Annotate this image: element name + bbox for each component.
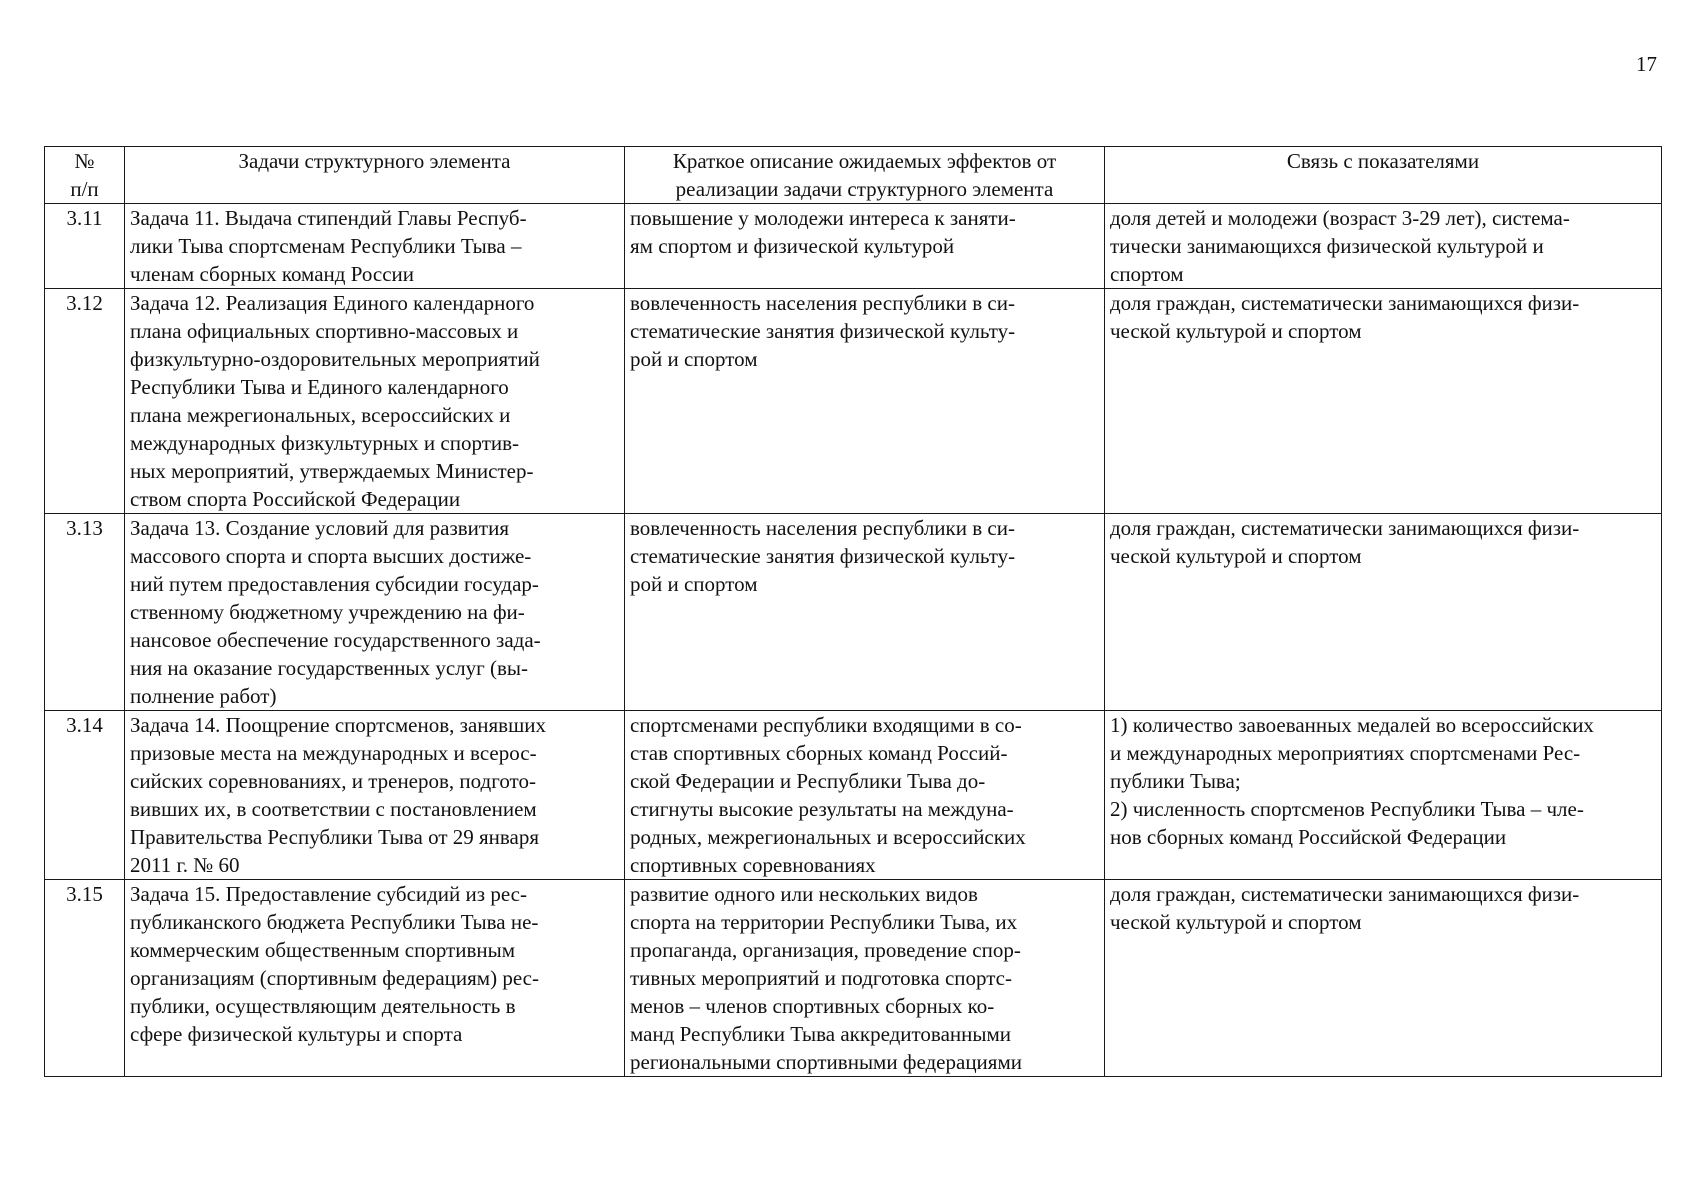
indicator-cell (1105, 289, 1662, 514)
effect-text: развитие одного или нескольких видов спорта на территории Республики Тыва, их пропаганда, организация, проведение спор- тивных мероприятий и подготовка спортс- менов – членов спортивных сборных ко- манд Республики Тыва аккредитованными региональными спортивными федерациями (630, 882, 1022, 1074)
header-link (1105, 147, 1662, 204)
table-row (45, 514, 1662, 711)
tasks-table (44, 146, 1662, 1077)
page-number: 17 (1636, 52, 1657, 76)
row-number: 3.11 (66, 206, 103, 230)
table-body (45, 204, 1662, 1077)
task-text: Задача 11. Выдача стипендий Главы Респуб- лики Тыва спортсменам Республики Тыва – членам сборных команд России (130, 206, 527, 286)
task-text: Задача 13. Создание условий для развития массового спорта и спорта высших достиже- ний путем предоставления субсидии государ- ственному бюджетному учреждению на фи- нансовое обеспечение государственного зада- ния на оказание государственных услуг (вы- полнение работ) (130, 516, 541, 708)
header-task (125, 147, 625, 204)
indicator-cell (1105, 204, 1662, 289)
effect-cell (625, 514, 1105, 711)
effect-text: вовлеченность населения республики в си- стематические занятия физической культу- рой и спортом (630, 516, 1016, 596)
row-number-cell (45, 711, 125, 880)
indicator-cell (1105, 880, 1662, 1077)
effect-text: повышение у молодежи интереса к заняти- ям спортом и физической культурой (630, 206, 1016, 258)
header-link-text: Связь с показателями (1286, 149, 1480, 173)
indicator-text: доля граждан, систематически занимающихся физи- ческой культурой и спортом (1110, 516, 1580, 568)
indicator-text: доля детей и молодежи (возраст 3-29 лет), система- тически занимающихся физической культурой и спортом (1110, 206, 1570, 286)
row-number: 3.12 (66, 291, 103, 315)
indicator-text: доля граждан, систематически занимающихся физи- ческой культурой и спортом (1110, 882, 1580, 934)
task-cell (125, 880, 625, 1077)
task-cell (125, 289, 625, 514)
table-row (45, 711, 1662, 880)
indicator-cell (1105, 514, 1662, 711)
effect-text: вовлеченность населения республики в си- стематические занятия физической культу- рой и спортом (630, 291, 1016, 371)
indicator-text: 1) количество завоеванных медалей во всероссийских и международных мероприятиях спортсменами Рес- публики Тыва; 2) численность спортсменов Республики Тыва – чле- нов сборных команд Российской Федерации (1110, 713, 1594, 849)
task-cell (125, 514, 625, 711)
header-row (45, 147, 1662, 204)
header-task-text: Задачи структурного элемента (238, 149, 511, 173)
effect-cell (625, 289, 1105, 514)
row-number: 3.15 (66, 882, 103, 906)
effect-text: спортсменами республики входящими в со- став спортивных сборных команд Россий- ской Федерации и Республики Тыва до- стигнуты высокие результаты на междуна- родных, межрегиональных и всероссийских спортивных соревнованиях (630, 713, 1026, 877)
header-num (45, 147, 125, 204)
indicator-text: доля граждан, систематически занимающихся физи- ческой культурой и спортом (1110, 291, 1580, 343)
table-row (45, 289, 1662, 514)
row-number-cell (45, 289, 125, 514)
header-effect-text: Краткое описание ожидаемых эффектов от реализации задачи структурного элемента (672, 149, 1057, 201)
effect-cell (625, 711, 1105, 880)
task-text: Задача 12. Реализация Единого календарного плана официальных спортивно-массовых и физкультурно-оздоровительных мероприятий Республики Тыва и Единого календарного плана межрегиональных, всероссийских и международных физкультурных и спортив- ных мероприятий, утверждаемых Министер- ством спорта Российской Федерации (130, 291, 540, 511)
table-row (45, 880, 1662, 1077)
table-header (45, 147, 1662, 204)
header-effect (625, 147, 1105, 204)
table-row (45, 204, 1662, 289)
row-number: 3.13 (66, 516, 103, 540)
row-number-cell (45, 514, 125, 711)
task-text: Задача 14. Поощрение спортсменов, занявших призовые места на международных и всерос- сийских соревнованиях, и тренеров, подгото- вивших их, в соответствии с постановлением Правительства Республики Тыва от 29 января 2011 г. № 60 (130, 713, 546, 877)
task-text: Задача 15. Предоставление субсидий из рес- публиканского бюджета Республики Тыва не- коммерческим общественным спортивным организациям (спортивным федерациям) рес- публики, осуществляющим деятельность в сфере физической культуры и спорта (130, 882, 539, 1046)
effect-cell (625, 204, 1105, 289)
header-num-text: № п/п (70, 149, 99, 201)
task-cell (125, 711, 625, 880)
task-cell (125, 204, 625, 289)
row-number-cell (45, 204, 125, 289)
indicator-cell (1105, 711, 1662, 880)
row-number-cell (45, 880, 125, 1077)
effect-cell (625, 880, 1105, 1077)
row-number: 3.14 (66, 713, 103, 737)
